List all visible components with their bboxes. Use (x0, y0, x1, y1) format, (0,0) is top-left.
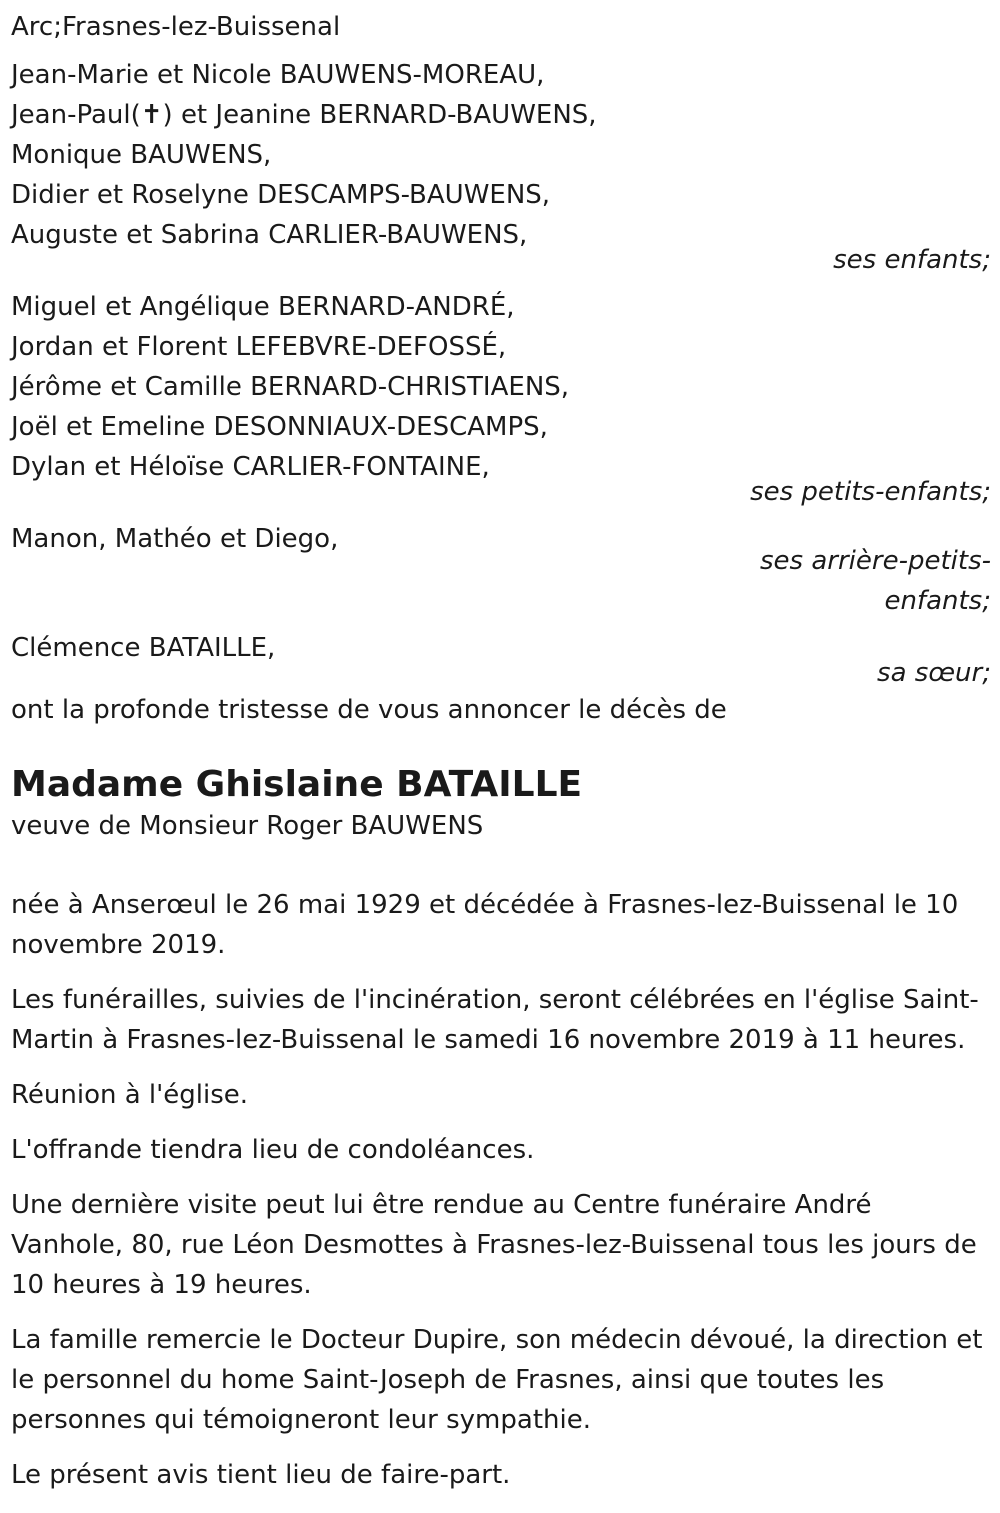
family-name-line: Jordan et Florent LEFEBVRE-DEFOSSÉ, (11, 332, 507, 362)
birth-death-paragraph: née à Anserœul le 26 mai 1929 et décédée à Frasnes-lez-Buissenal le 10 novembre 2019. (11, 890, 959, 960)
family-name-line: Dylan et Héloïse CARLIER-FONTAINE, (11, 452, 490, 482)
family-name-line: Clémence BATAILLE, (11, 633, 276, 663)
funeral-paragraph: Les funérailles, suivies de l'incinération, seront célébrées en l'église Saint-Martin à Frasnes-lez-Buissenal le samedi 16 novembre 2019 à 11 heures. (11, 985, 979, 1055)
offering-paragraph: L'offrande tiendra lieu de condoléances. (11, 1135, 535, 1165)
family-name-line: Didier et Roselyne DESCAMPS-BAUWENS, (11, 180, 551, 210)
meeting-paragraph: Réunion à l'église. (11, 1080, 249, 1110)
relation-label-grandchildren: ses petits-enfants; (750, 477, 991, 507)
visit-paragraph: Une dernière visite peut lui être rendue au Centre funéraire André Vanhole, 80, rue Léon Desmottes à Frasnes-lez-Buissenal tous les jours de 10 heures à 19 heures. (11, 1190, 977, 1300)
sister-group (11, 628, 991, 693)
relation-label-children: ses enfants; (833, 245, 991, 275)
family-name-line: Jean-Paul(✝) et Jeanine BERNARD-BAUWENS, (11, 100, 597, 130)
deceased-name: Madame Ghislaine BATAILLE (11, 764, 583, 805)
family-name-line: Auguste et Sabrina CARLIER-BAUWENS, (11, 220, 528, 250)
relation-label-sister: sa sœur; (877, 658, 991, 688)
great-grandchildren-group (11, 519, 991, 621)
relation-label-line: ses arrière-petits- (760, 546, 991, 576)
children-group (11, 55, 991, 280)
family-name-line: Jérôme et Camille BERNARD-CHRISTIAENS, (11, 372, 570, 402)
family-name-line: Manon, Mathéo et Diego, (11, 524, 339, 554)
closing-paragraph: Le présent avis tient lieu de faire-part. (11, 1460, 511, 1490)
announcement-intro: ont la profonde tristesse de vous annoncer le décès de (11, 695, 727, 725)
family-name-line: Monique BAUWENS, (11, 140, 272, 170)
family-name-line: Miguel et Angélique BERNARD-ANDRÉ, (11, 292, 515, 322)
obituary-notice (11, 0, 991, 1495)
family-name-line: Joël et Emeline DESONNIAUX-DESCAMPS, (11, 412, 548, 442)
grandchildren-group (11, 287, 991, 512)
relation-label-line: enfants; (884, 586, 991, 616)
family-name-line: Jean-Marie et Nicole BAUWENS-MOREAU, (11, 60, 545, 90)
location-header: Arc;Frasnes-lez-Buissenal (11, 12, 341, 42)
widow-of: veuve de Monsieur Roger BAUWENS (11, 811, 484, 841)
thanks-paragraph: La famille remercie le Docteur Dupire, son médecin dévoué, la direction et le personnel du home Saint-Joseph de Frasnes, ainsi que toutes les personnes qui témoigneront leur sympathie. (11, 1325, 983, 1435)
